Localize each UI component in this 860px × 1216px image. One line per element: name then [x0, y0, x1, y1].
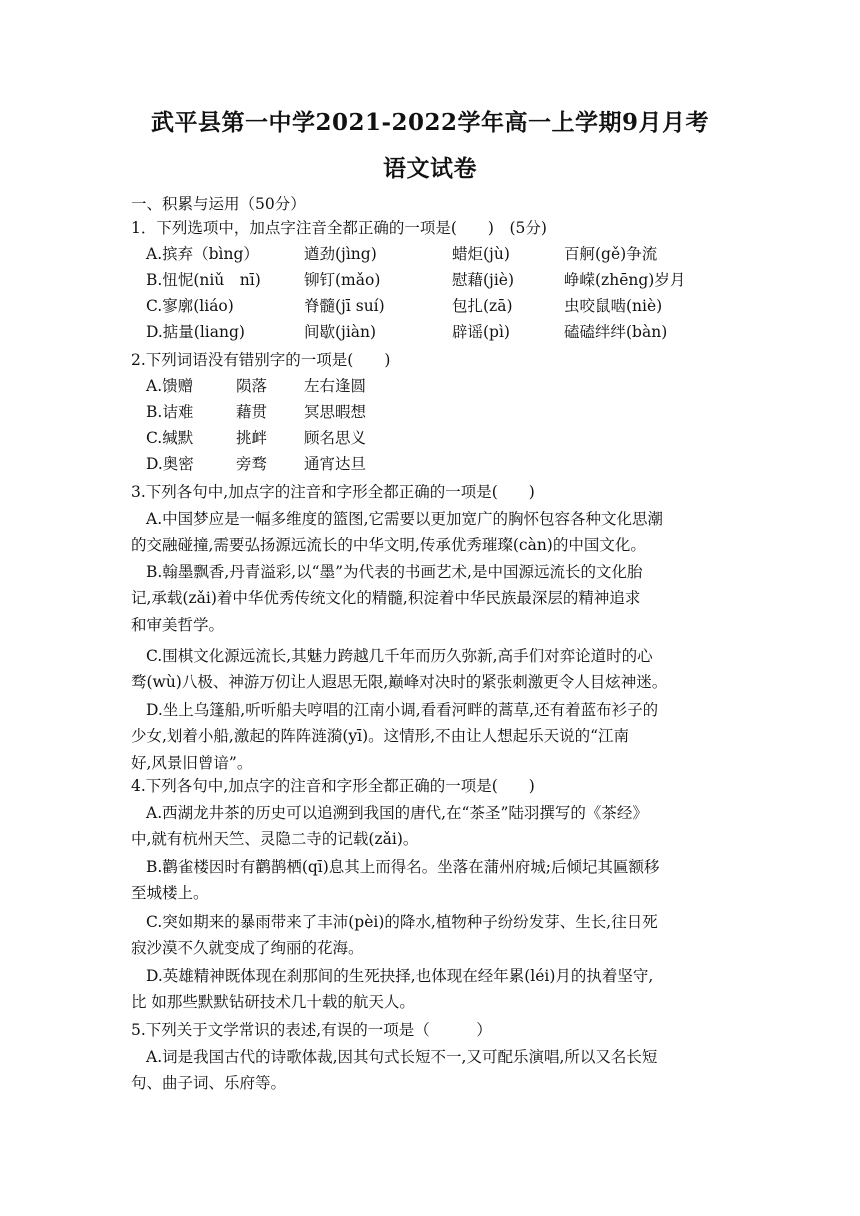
q2-option-a-3: 左右逢圆	[304, 377, 367, 395]
q4-option-c	[131, 909, 706, 962]
q4-option-a	[131, 800, 706, 853]
q3-option-c-line-2: 骛(wù)八极、神游万仞让人遐思无限,巅峰对决时的紧张刺激更令人目炫神迷。	[131, 673, 668, 692]
question-1-stem: 1．下列选项中，加点字注音全都正确的一项是( ) (5分)	[131, 219, 547, 237]
q3-option-b-line-2: 记,承载(zǎi)着中华优秀传统文化的精髓,积淀着中华民族最深层的精神追求	[131, 589, 641, 608]
q2-option-c-3: 顾名思义	[304, 429, 367, 447]
q2-option-a-2: 陨落	[236, 377, 268, 395]
q1-option-a-1: A.摈弃（bìng）	[146, 245, 259, 263]
q1-option-d-2: 间歇(jiàn)	[304, 323, 377, 341]
q2-option-c-2: 挑衅	[236, 429, 268, 447]
q1-option-a-4: 百舸(gě)争流	[564, 245, 658, 263]
question-3-stem: 3.下列各句中,加点字的注音和字形全都正确的一项是( )	[131, 483, 535, 501]
q2-option-c-1: C.缄默	[146, 429, 194, 447]
q4-option-b	[131, 854, 706, 907]
question-5-stem: 5.下列关于文学常识的表述,有误的一项是（ ）	[131, 1021, 492, 1039]
q1-option-c-2: 脊髓(jī suí)	[304, 297, 385, 315]
q3-option-a	[131, 506, 706, 559]
q4-option-d-line-1: D.英雄精神既体现在刹那间的生死抉择,也体现在经年累(léi)月的执着坚守,	[146, 967, 654, 985]
q5-option-a	[131, 1044, 706, 1097]
q3-option-d-line-1: D.坐上乌篷船,听听船夫哼唱的江南小调,看看河畔的蒿草,还有着蓝布衫子的	[146, 701, 659, 719]
q2-option-b-2: 藉贯	[236, 403, 268, 421]
question-2-stem: 2.下列词语没有错别字的一项是( )	[131, 351, 391, 369]
q1-option-b-4: 峥嵘(zhēng)岁月	[564, 271, 686, 289]
q3-option-d-line-3: 好,风景旧曾谙”。	[131, 753, 253, 772]
q4-option-a-line-1: A.西湖龙井茶的历史可以追溯到我国的唐代,在“茶圣”陆羽撰写的《茶经》	[146, 804, 648, 822]
q2-option-d-2: 旁骛	[236, 455, 268, 473]
q2-option-b-1: B.诘难	[146, 403, 194, 421]
q1-option-d-3: 辟谣(pì)	[452, 323, 510, 341]
q1-option-c-3: 包扎(zā)	[452, 297, 513, 315]
q4-option-b-line-1: B.鹳雀楼因时有鹳鹊栖(qī)息其上而得名。坐落在蒲州府城;后倾圮其匾额移	[146, 858, 660, 876]
q3-option-a-line-2: 的交融碰撞,需要弘扬源远流长的中华文明,传承优秀璀璨(càn)的中国文化。	[131, 536, 646, 555]
q2-option-b-3: 冥思暇想	[304, 403, 367, 421]
q2-option-d-3: 通宵达旦	[304, 455, 367, 473]
q1-option-c-4: 虫咬鼠啮(niè)	[564, 297, 663, 315]
section-heading: 一、积累与运用（50分）	[131, 195, 306, 213]
q1-option-d-1: D.掂量(liang)	[146, 323, 245, 341]
question-4-stem: 4.下列各句中,加点字的注音和字形全都正确的一项是( )	[131, 777, 535, 795]
q1-option-b-3: 慰藉(jiè)	[452, 271, 515, 289]
q4-option-c-line-2: 寂沙漠不久就变成了绚丽的花海。	[131, 939, 364, 958]
q4-option-d	[131, 963, 706, 1016]
q3-option-c-line-1: C.围棋文化源远流长,其魅力跨越几千年而历久弥新,高手们对弈论道时的心	[146, 647, 653, 665]
q3-option-b-line-1: B.翰墨飘香,丹青溢彩,以“墨”为代表的书画艺术,是中国源远流长的文化胎	[146, 563, 643, 581]
q5-option-a-line-1: A.词是我国古代的诗歌体裁,因其句式长短不一,又可配乐演唱,所以又名长短	[146, 1048, 658, 1066]
q2-option-d-1: D.奥密	[146, 455, 194, 473]
q1-option-a-2: 遒劲(jìng)	[304, 245, 377, 263]
q1-option-c-1: C.寥廓(liáo)	[146, 297, 234, 315]
q3-option-d-line-2: 少女,划着小船,激起的阵阵涟漪(yī)。这情形,不由让人想起乐天说的“江南	[131, 727, 630, 746]
q3-option-c	[131, 643, 706, 696]
q3-option-b	[131, 559, 706, 638]
q5-option-a-line-2: 句、曲子词、乐府等。	[131, 1074, 287, 1093]
q4-option-a-line-2: 中,就有杭州天竺、灵隐二寺的记载(zǎi)。	[131, 830, 419, 849]
q3-option-b-line-3: 和审美哲学。	[131, 615, 225, 634]
q1-option-d-4: 磕磕绊绊(bàn)	[564, 323, 668, 341]
q1-option-b-1: B.忸怩(niǔ nī)	[146, 271, 261, 289]
q3-option-a-line-1: A.中国梦应是一幅多维度的篮图,它需要以更加宽广的胸怀包容各种文化思潮	[146, 510, 664, 528]
q4-option-b-line-2: 至城楼上。	[131, 884, 209, 903]
exam-title: 武平县第一中学2021-2022学年高一上学期9月月考	[150, 109, 710, 136]
q1-option-a-3: 蜡炬(jù)	[452, 245, 510, 263]
q1-option-b-2: 铆钉(mǎo)	[304, 271, 381, 289]
q3-option-d	[131, 697, 706, 776]
q4-option-d-line-2: 比 如那些默默钻研技术几十载的航天人。	[131, 993, 415, 1012]
exam-subtitle: 语文试卷	[383, 155, 477, 182]
q2-option-a-1: A.馈赠	[146, 377, 194, 395]
q4-option-c-line-1: C.突如期来的暴雨带来了丰沛(pèi)的降水,植物种子纷纷发芽、生长,往日死	[146, 913, 658, 931]
